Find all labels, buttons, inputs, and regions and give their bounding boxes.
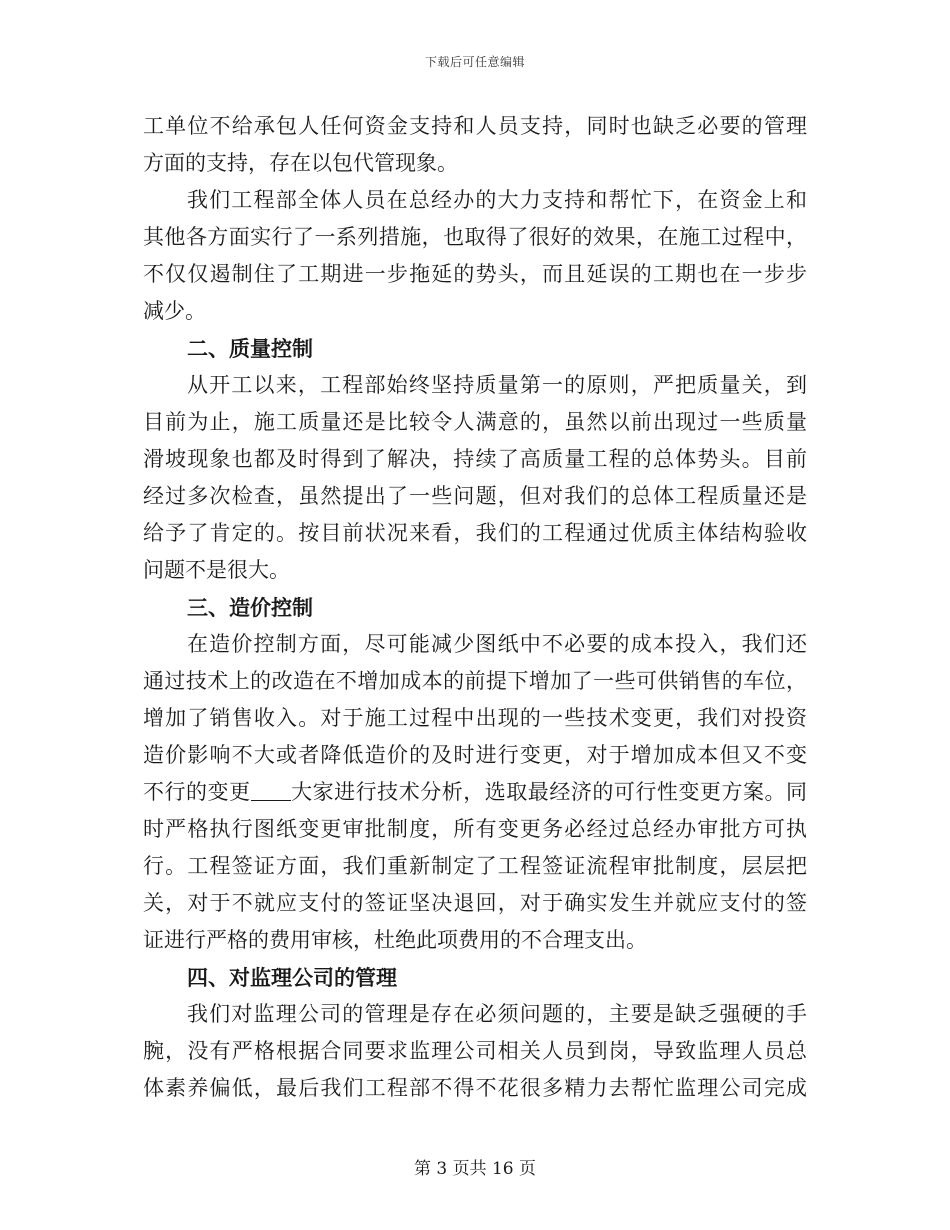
- section-heading-cost: 三、造价控制: [187, 595, 313, 620]
- blank-after-text: 大家进行技术分析，选取最经济的可行性变更方案。同: [290, 780, 808, 804]
- body-line: 我们工程部全体人员在总经办的大力支持和帮忙下，在资金上和: [187, 188, 807, 212]
- body-line: 问题不是很大。: [143, 558, 290, 582]
- page-header: 下载后可任意编辑: [424, 55, 525, 69]
- body-line: 给予了肯定的。按目前状况来看，我们的工程通过优质主体结构验收: [143, 521, 807, 545]
- body-line: 方面的支持，存在以包代管现象。: [143, 151, 458, 175]
- body-line: 造价影响不大或者降低造价的及时进行变更，对于增加成本但又不变: [143, 743, 807, 767]
- body-line: 时严格执行图纸变更审批制度，所有变更务必经过总经办审批方可执: [143, 817, 807, 841]
- body-line: 滑坡现象也都及时得到了解决，持续了高质量工程的总体势头。目前: [143, 447, 807, 471]
- body-line: 其他各方面实行了一系列措施，也取得了很好的效果，在施工过程中，: [143, 225, 807, 249]
- body-line: 我们对监理公司的管理是存在必须问题的，主要是缺乏强硬的手: [187, 1002, 807, 1026]
- body-line: 增加了销售收入。对于施工过程中出现的一些技术变更，我们对投资: [143, 706, 807, 730]
- body-line: 体素养偏低，最后我们工程部不得不花很多精力去帮忙监理公司完成: [143, 1076, 807, 1100]
- body-line: 证进行严格的费用审核，杜绝此项费用的不合理支出。: [143, 928, 647, 952]
- body-line: 通过技术上的改造在不增加成本的前提下增加了一些可供销售的车位，: [143, 669, 807, 693]
- page-number: 第 3 页共 16 页: [413, 1159, 537, 1179]
- body-line: 经过多次检查，虽然提出了一些问题，但对我们的总体工程质量还是: [143, 484, 807, 508]
- body-line: 目前为止，施工质量还是比较令人满意的，虽然以前出现过一些质量: [143, 410, 807, 434]
- document-body: [143, 108, 807, 1107]
- body-line: 减少。: [143, 299, 206, 323]
- body-line: 在造价控制方面，尽可能减少图纸中不必要的成本投入，我们还: [187, 632, 807, 656]
- section-heading-quality: 二、质量控制: [187, 336, 313, 361]
- body-line: 不仅仅遏制住了工期进一步拖延的势头，而且延误的工期也在一步步: [143, 262, 807, 286]
- blank-before-text: 不行的变更: [143, 780, 251, 804]
- section-heading-supervision: 四、对监理公司的管理: [187, 965, 397, 990]
- body-line: 工单位不给承包人任何资金支持和人员支持，同时也缺乏必要的管理: [143, 114, 807, 138]
- fill-in-blank: [251, 782, 291, 801]
- body-line-with-blank: [143, 774, 807, 811]
- body-line: 行。工程签证方面，我们重新制定了工程签证流程审批制度，层层把: [143, 854, 807, 878]
- body-line: 关，对于不就应支付的签证坚决退回，对于确实发生并就应支付的签: [143, 891, 807, 915]
- body-line: 腕，没有严格根据合同要求监理公司相关人员到岗，导致监理人员总: [143, 1039, 807, 1063]
- body-line: 从开工以来，工程部始终坚持质量第一的原则，严把质量关，到: [187, 373, 807, 397]
